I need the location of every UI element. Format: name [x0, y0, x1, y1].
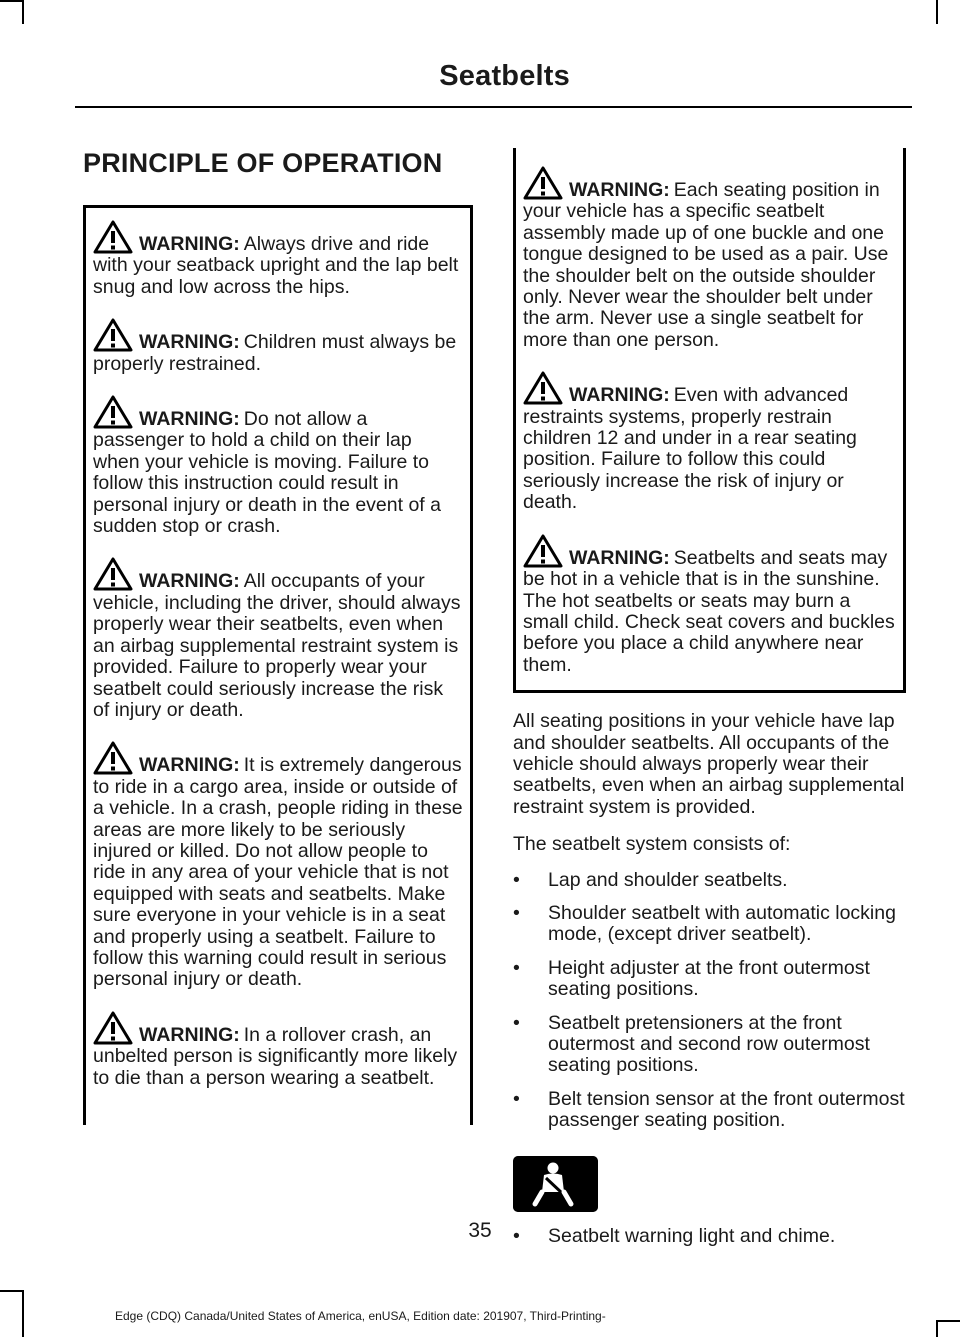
bullet-marker: • [513, 1011, 520, 1034]
warning-item [93, 1011, 463, 1089]
warning-label: WARNING: [139, 331, 240, 354]
warning-item [523, 166, 896, 351]
list-item [513, 1013, 906, 1077]
warning-text: It is extremely dangerous to ride in a cargo area, inside or outside of a vehicle. In a crash, people riding in these areas are more likely to be seriously injured or killed. Do not allow people to ride in any area of your vehicle that is not equipped with seats and seatbelts. Make sure everyone in your vehicle is in a seat and properly using a seatbelt. Failure to follow this warning could result in serious personal injury or death. [93, 754, 463, 991]
bullet-list [513, 870, 906, 1132]
warning-label: WARNING: [569, 546, 670, 569]
warning-label: WARNING: [139, 233, 240, 255]
list-intro: The seatbelt system consists of: [513, 833, 791, 856]
warning-label: WARNING: [569, 384, 670, 407]
page-title: Seatbelts [439, 60, 570, 92]
warning-triangle-icon [93, 557, 133, 591]
crop-mark [936, 1320, 960, 1322]
warning-text: In a rollover crash, an unbelted person is significantly more likely to die than a person wearing a seatbelt. [93, 1023, 458, 1089]
warning-triangle-icon [93, 318, 133, 352]
list-item-text: Belt tension sensor at the front outermost passenger seating position. [548, 1087, 905, 1132]
list-item-text: Lap and shoulder seatbelts. [548, 868, 788, 891]
warning-triangle-icon [93, 741, 133, 775]
warning-text: Each seating position in your vehicle has a specific seatbelt assembly made up of one buckle and one tongue designed to be used as a pair. Use the shoulder belt on the outside shoulder only. Never wear the shoulder belt under the arm. Never use a single seatbelt for more than one person. [523, 179, 889, 351]
bullet-marker: • [513, 868, 520, 891]
bullet-marker: • [513, 1087, 520, 1110]
list-item-text: Seatbelt pretensioners at the front outermost and second row outermost seating positions. [548, 1011, 870, 1077]
warning-text: Always drive and ride with your seatback upright and the lap belt snug and low across the hips. [93, 233, 459, 298]
warning-label: WARNING: [569, 179, 670, 201]
warning-triangle-icon [523, 534, 563, 568]
warning-text: Even with advanced restraints systems, properly restrain children 12 and under in a rear seating position. Failure to follow this could seriously increase the risk of injury or death. [523, 384, 857, 514]
warning-box [83, 205, 473, 1125]
page-number: 35 [468, 1219, 492, 1242]
warning-item [93, 741, 463, 990]
warning-triangle-icon [93, 1011, 133, 1045]
list-item [513, 870, 906, 891]
left-column [83, 140, 473, 1125]
warning-item [523, 371, 896, 513]
crop-mark [0, 1290, 24, 1292]
right-column [513, 148, 906, 1259]
list-item [513, 903, 906, 946]
footer-text: Edge (CDQ) Canada/United States of America, enUSA, Edition date: 201907, Third-Printing- [115, 1309, 606, 1323]
crop-mark [936, 1320, 938, 1337]
warning-label: WARNING: [139, 1023, 240, 1046]
list-item-text: Height adjuster at the front outermost seating positions. [548, 956, 870, 1001]
section-heading: PRINCIPLE OF OPERATION [83, 148, 443, 178]
warning-label: WARNING: [139, 754, 240, 777]
warning-label: WARNING: [139, 408, 240, 431]
crop-mark [22, 0, 24, 24]
header-divider [75, 106, 912, 108]
crop-mark [936, 0, 938, 24]
warning-item [523, 534, 896, 676]
warning-text: Children must always be properly restrained. [93, 331, 457, 375]
list-item-text: Seatbelt warning light and chime. [548, 1224, 836, 1247]
warning-text: All occupants of your vehicle, including the driver, should always properly wear their seatbelts, even when an airbag supplemental restraint system is provided. Failure to properly wear your seatbelt could seriously increase the risk of injury or death. [93, 570, 461, 721]
seatbelt-warning-icon [513, 1156, 598, 1212]
warning-box [513, 148, 906, 693]
warning-item [93, 557, 463, 721]
crop-mark [0, 0, 24, 2]
bullet-marker: • [513, 1224, 520, 1247]
list-item-text: Shoulder seatbelt with automatic locking mode, (except driver seatbelt). [548, 901, 896, 946]
body-paragraph: All seating positions in your vehicle have lap and shoulder seatbelts. All occupants of the vehicle should always properly wear their seatbelts, even when an airbag supplemental restraint system is provided. [513, 710, 905, 818]
list-item [513, 1089, 906, 1132]
warning-text: Do not allow a passenger to hold a child on their lap when your vehicle is moving. Failure to follow this instruction could result in personal injury or death in the event of a sudden stop or crash. [93, 408, 441, 538]
bullet-marker: • [513, 956, 520, 979]
warning-triangle-icon [523, 371, 563, 405]
warning-item [93, 318, 463, 375]
list-item [513, 958, 906, 1001]
crop-mark [22, 1290, 24, 1337]
warning-label: WARNING: [139, 570, 240, 593]
warning-triangle-icon [93, 220, 133, 254]
warning-triangle-icon [93, 395, 133, 429]
warning-text: Seatbelts and seats may be hot in a vehicle that is in the sunshine. The hot seatbelts or seats may burn a small child. Check seat covers and buckles before you place a child anywhere near them. [523, 546, 895, 676]
warning-triangle-icon [523, 166, 563, 200]
bullet-marker: • [513, 901, 520, 924]
warning-item [93, 220, 463, 298]
warning-item [93, 395, 463, 537]
